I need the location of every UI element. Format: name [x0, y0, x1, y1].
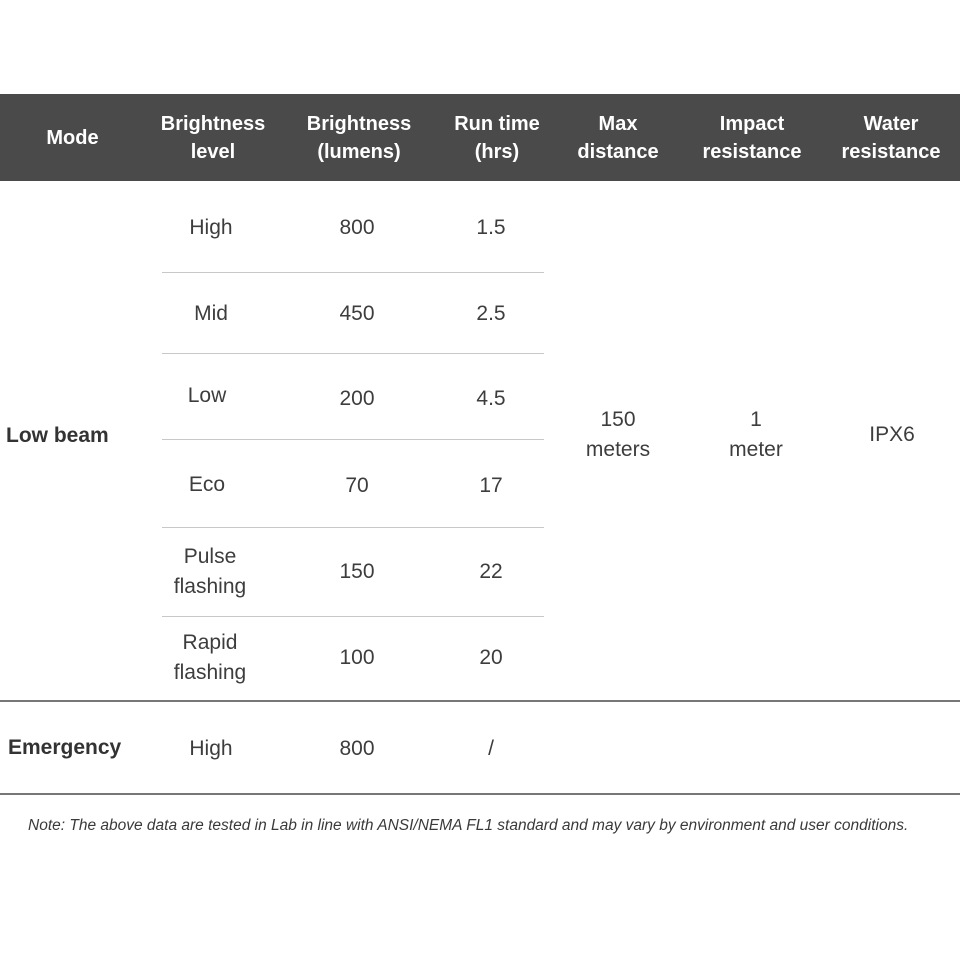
- level-cell: Mid: [194, 302, 228, 325]
- level-cell: Pulse flashing: [173, 545, 247, 598]
- row-divider: [162, 272, 544, 273]
- max-distance-cell: 150 meters: [585, 408, 651, 461]
- water-resistance-cell: IPX6: [869, 423, 915, 446]
- level-cell: Rapid flashing: [173, 631, 247, 684]
- level-cell: Low: [187, 384, 227, 407]
- header-water-resistance: Water resistance: [841, 112, 941, 163]
- header-mode: Mode: [46, 126, 99, 149]
- runtime-cell: 1.5: [476, 216, 506, 239]
- lumens-cell: 450: [339, 302, 375, 325]
- level-cell: High: [189, 216, 233, 239]
- row-divider: [162, 439, 544, 440]
- mode-emergency: Emergency: [8, 736, 122, 759]
- runtime-cell: 17: [479, 474, 503, 497]
- bottom-divider: [0, 793, 960, 795]
- runtime-cell: 20: [479, 646, 503, 669]
- header-max-distance: Max distance: [577, 112, 659, 163]
- lumens-cell: 200: [339, 387, 375, 410]
- row-divider: [162, 616, 544, 617]
- header-brightness-lumens: Brightness (lumens): [306, 112, 412, 163]
- table-header: [0, 94, 960, 181]
- runtime-cell: /: [488, 737, 494, 760]
- level-cell: High: [189, 737, 233, 760]
- section-divider: [0, 700, 960, 702]
- runtime-cell: 4.5: [476, 387, 506, 410]
- header-brightness-level: Brightness level: [160, 112, 266, 163]
- lumens-cell: 100: [339, 646, 375, 669]
- row-divider: [162, 353, 544, 354]
- mode-low-beam: Low beam: [6, 424, 109, 447]
- lumens-cell: 150: [339, 560, 375, 583]
- runtime-cell: 2.5: [476, 302, 506, 325]
- runtime-cell: 22: [479, 560, 503, 583]
- header-impact-resistance: Impact resistance: [702, 112, 802, 163]
- impact-resistance-cell: 1 meter: [729, 408, 783, 461]
- header-run-time: Run time (hrs): [454, 112, 540, 163]
- level-cell: Eco: [188, 473, 226, 496]
- footnote: Note: The above data are tested in Lab in line with ANSI/NEMA FL1 standard and may vary by environment and user conditions.: [28, 817, 909, 834]
- lumens-cell: 800: [339, 216, 375, 239]
- lumens-cell: 70: [345, 474, 369, 497]
- lumens-cell: 800: [339, 737, 375, 760]
- row-divider: [162, 527, 544, 528]
